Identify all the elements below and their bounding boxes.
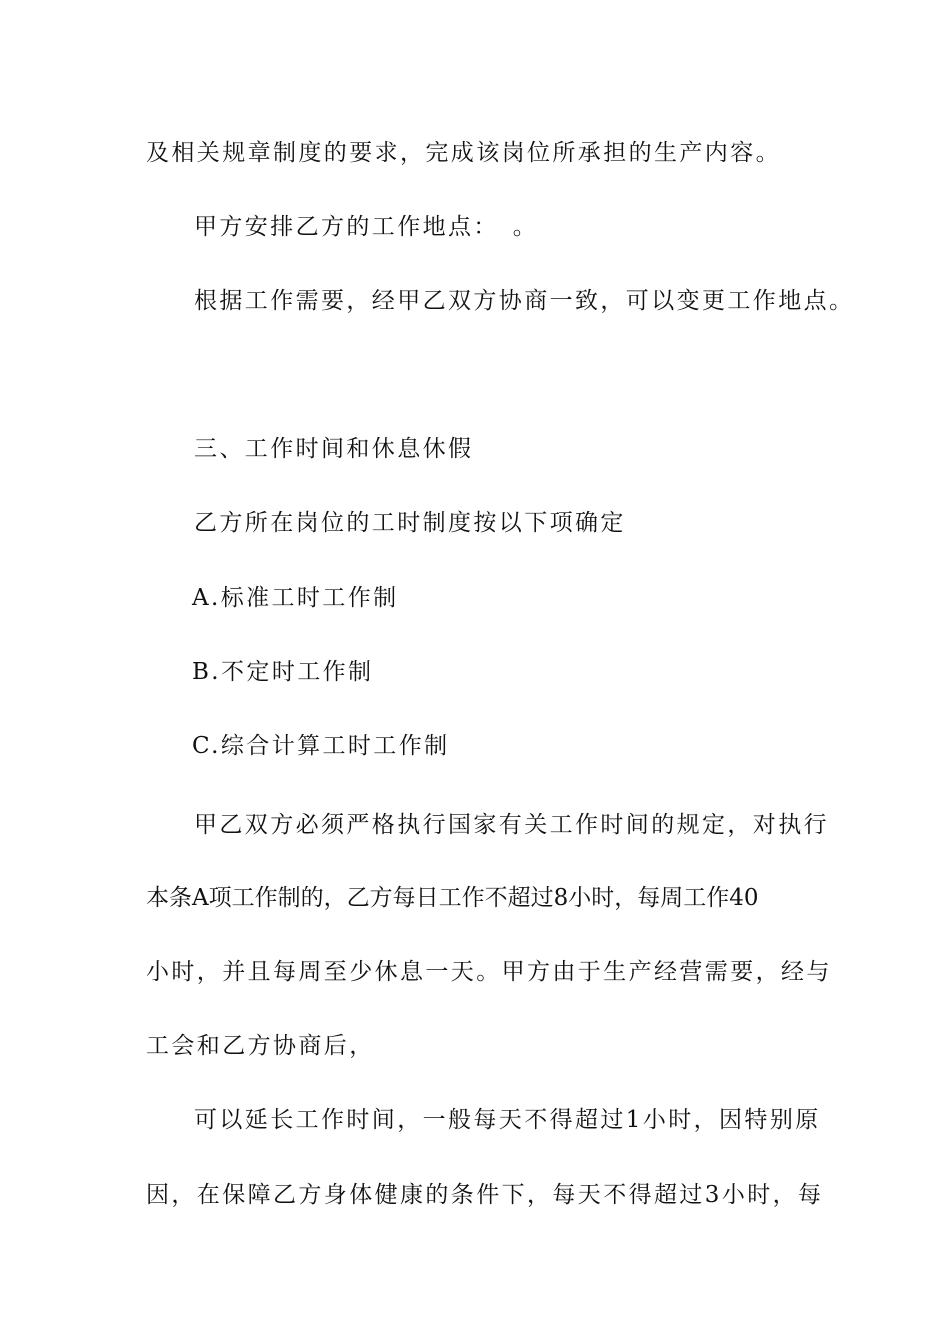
text-line: 乙方所在岗位的工时制度按以下项确定 <box>194 510 626 536</box>
text-line: 甲乙双方必须严格执行国家有关工作时间的规定，对执行 <box>194 812 829 838</box>
text-line: 工会和乙方协商后， <box>146 1033 375 1059</box>
list-item: B.不定时工作制 <box>192 659 374 685</box>
text-line: 可以延长工作时间，一般每天不得超过1小时，因特别原 <box>194 1107 821 1133</box>
text-line: 小时，并且每周至少休息一天。甲方由于生产经营需要，经与 <box>146 959 832 985</box>
text-line: 甲方安排乙方的工作地点： 。 <box>194 214 539 240</box>
text-segment: 本条A项工作制的，乙方每日工作不超过8小时，每周工作40 <box>146 885 759 911</box>
list-item: A.标准工时工作制 <box>192 585 399 611</box>
section-heading: 三、工作时间和休息休假 <box>194 436 474 462</box>
text-line <box>146 883 804 913</box>
text-line: 因，在保障乙方身体健康的条件下，每天不得超过3小时，每 <box>146 1182 824 1208</box>
text-line: 及相关规章制度的要求，完成该岗位所承担的生产内容。 <box>146 140 781 166</box>
list-item: C.综合计算工时工作制 <box>192 733 450 759</box>
text-line: 根据工作需要，经甲乙双方协商一致，可以变更工作地点。 <box>194 288 855 314</box>
